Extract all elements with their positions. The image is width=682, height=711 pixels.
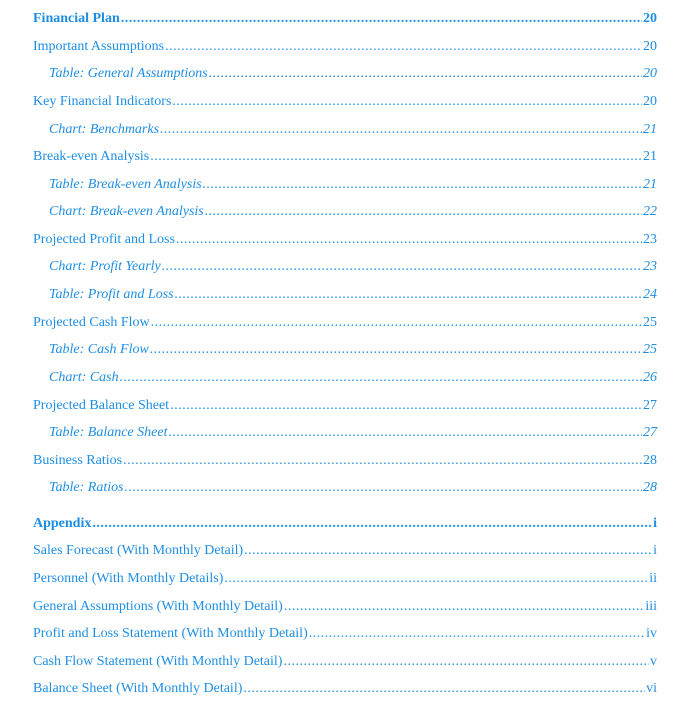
toc-entry-page: vi (646, 681, 657, 696)
toc-entry-table-profit-and-loss[interactable] (49, 285, 657, 305)
toc-entry-title: Sales Forecast (With Monthly Detail) (33, 543, 244, 558)
toc-entry-page: 28 (643, 480, 657, 495)
toc-entry-title: Appendix (33, 516, 92, 531)
toc-entry-title: Financial Plan (33, 11, 120, 26)
toc-entry-title: Cash Flow Statement (With Monthly Detail) (33, 654, 283, 669)
toc-entry-page: 22 (643, 204, 657, 219)
toc-entry-title: Chart: Break-even Analysis (49, 204, 204, 219)
toc-entry-table-general-assumptions[interactable] (49, 64, 657, 84)
toc-dot-leader (205, 202, 642, 222)
toc-entry-title: Chart: Profit Yearly (49, 259, 161, 274)
toc-entry-title: Table: Ratios (49, 480, 124, 495)
toc-dot-leader (125, 478, 642, 498)
toc-dot-leader (150, 340, 642, 360)
toc-dot-leader (172, 92, 642, 112)
toc-entry-title: Balance Sheet (With Monthly Detail) (33, 681, 243, 696)
toc-entry-page: 20 (643, 94, 657, 109)
toc-dot-leader (151, 313, 642, 333)
toc-dot-leader (175, 285, 642, 305)
toc-entry-page: i (653, 516, 657, 531)
toc-entry-page: iv (646, 626, 657, 641)
toc-dot-leader (160, 120, 642, 140)
toc-dot-leader (243, 679, 645, 699)
toc-entry-profit-and-loss-statement[interactable] (33, 624, 657, 644)
toc-entry-general-assumptions-monthly[interactable] (33, 597, 657, 617)
toc-entry-financial-plan[interactable] (33, 9, 657, 29)
toc-entry-page: 21 (643, 177, 657, 192)
toc-entry-page: 21 (643, 122, 657, 137)
toc-entry-chart-break-even-analysis[interactable] (49, 202, 657, 222)
toc-entry-page: 26 (643, 370, 657, 385)
toc-entry-page: 27 (643, 425, 657, 440)
toc-entry-title: Important Assumptions (33, 39, 165, 54)
toc-entry-title: Projected Balance Sheet (33, 398, 170, 413)
toc-entry-title: Table: Balance Sheet (49, 425, 168, 440)
toc-entry-title: Projected Cash Flow (33, 315, 150, 330)
toc-entry-chart-profit-yearly[interactable] (49, 257, 657, 277)
toc-entry-title: Table: Cash Flow (49, 342, 149, 357)
toc-entry-page: 20 (643, 66, 657, 81)
toc-entry-title: Key Financial Indicators (33, 94, 172, 109)
toc-entry-page: 23 (643, 259, 657, 274)
toc-entry-personnel[interactable] (33, 569, 657, 589)
toc-entry-page: 27 (643, 398, 657, 413)
toc-entry-title: Chart: Cash (49, 370, 119, 385)
toc-dot-leader (209, 64, 642, 84)
toc-entry-balance-sheet-monthly[interactable] (33, 679, 657, 699)
toc-dot-leader (176, 230, 642, 250)
toc-entry-sales-forecast[interactable] (33, 541, 657, 561)
toc-entry-title: Chart: Benchmarks (49, 122, 160, 137)
toc-entry-page: i (653, 543, 657, 558)
toc-entry-title: Table: General Assumptions (49, 66, 208, 81)
toc-entry-page: 28 (643, 453, 657, 468)
toc-dot-leader (121, 9, 642, 29)
toc-entry-page: 20 (643, 39, 657, 54)
toc-entry-table-break-even-analysis[interactable] (49, 175, 657, 195)
toc-dot-leader (162, 257, 642, 277)
toc-entry-title: Profit and Loss Statement (With Monthly Detail) (33, 626, 308, 641)
toc-dot-leader (168, 423, 642, 443)
toc-dot-leader (170, 396, 642, 416)
toc-entry-page: 21 (643, 149, 657, 164)
toc-dot-leader (203, 175, 642, 195)
toc-entry-title: Projected Profit and Loss (33, 232, 175, 247)
toc-entry-page: ii (649, 571, 657, 586)
toc-entry-title: Break-even Analysis (33, 149, 150, 164)
toc-entry-title: Personnel (With Monthly Details) (33, 571, 224, 586)
toc-entry-title: Business Ratios (33, 453, 123, 468)
toc-entry-cash-flow-statement[interactable] (33, 652, 657, 672)
toc-entry-page: 24 (643, 287, 657, 302)
toc-entry-break-even-analysis[interactable] (33, 147, 657, 167)
toc-entry-projected-balance-sheet[interactable] (33, 396, 657, 416)
toc-dot-leader (284, 597, 644, 617)
toc-entry-chart-cash[interactable] (49, 368, 657, 388)
toc-entry-title: General Assumptions (With Monthly Detail) (33, 599, 283, 614)
toc-dot-leader (244, 541, 652, 561)
toc-entry-table-ratios[interactable] (49, 478, 657, 498)
toc-entry-important-assumptions[interactable] (33, 37, 657, 57)
toc-dot-leader (92, 514, 652, 534)
toc-entry-page: 25 (643, 315, 657, 330)
toc-entry-key-financial-indicators[interactable] (33, 92, 657, 112)
toc-dot-leader (309, 624, 645, 644)
toc-entry-page: 23 (643, 232, 657, 247)
toc-dot-leader (283, 652, 649, 672)
toc-dot-leader (150, 147, 642, 167)
toc-entry-projected-profit-and-loss[interactable] (33, 230, 657, 250)
toc-dot-leader (224, 569, 648, 589)
toc-entry-business-ratios[interactable] (33, 451, 657, 471)
toc-entry-table-balance-sheet[interactable] (49, 423, 657, 443)
toc-entry-page: 25 (643, 342, 657, 357)
toc-entry-title: Table: Profit and Loss (49, 287, 174, 302)
toc-entry-appendix[interactable] (33, 514, 657, 534)
toc-dot-leader (123, 451, 642, 471)
toc-dot-leader (165, 37, 642, 57)
toc-entry-page: 20 (643, 11, 657, 26)
toc-entry-chart-benchmarks[interactable] (49, 120, 657, 140)
toc-entry-page: v (650, 654, 657, 669)
toc-entry-page: iii (645, 599, 657, 614)
toc-entry-title: Table: Break-even Analysis (49, 177, 202, 192)
toc-entry-projected-cash-flow[interactable] (33, 313, 657, 333)
toc-dot-leader (120, 368, 642, 388)
toc-entry-table-cash-flow[interactable] (49, 340, 657, 360)
